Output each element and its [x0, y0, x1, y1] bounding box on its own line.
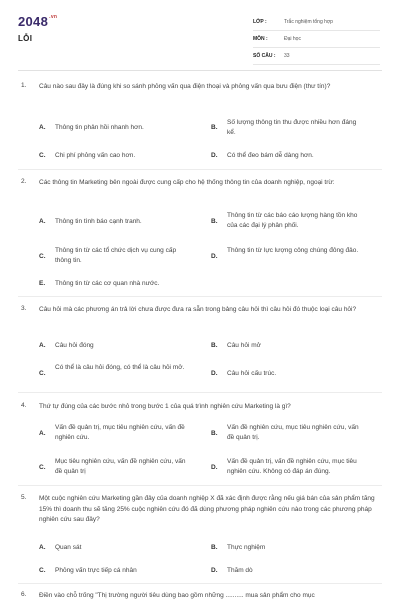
option-text: Chi phí phỏng vấn cao hơn. [55, 152, 136, 159]
option-letter: D. [211, 253, 218, 260]
option-text: Có thể đeo bám dễ dàng hơn. [227, 152, 314, 159]
header-divider [18, 70, 382, 71]
question-divider [18, 485, 382, 486]
question-text: Thứ tự đúng của các bước nhỏ trong bước 1 của quá trình nghiên cứu Marketing là gì? [39, 403, 291, 410]
option-letter: E. [39, 280, 46, 287]
option-letter: A. [39, 342, 46, 349]
option-text: Vấn đề nghiên cứu, mục tiêu nghiên cứu, vấn đề quản trị. [227, 424, 359, 441]
question-divider [18, 583, 382, 584]
meta-value: 33 [284, 53, 290, 59]
option-text: Thông tin phản hồi nhanh hơn. [55, 124, 144, 131]
option-letter: D. [211, 370, 218, 377]
meta-key: LỚP : [253, 19, 267, 25]
option-letter: C. [39, 370, 46, 377]
option-text: Số lượng thông tin thu được nhiều hơn đáng kể. [227, 119, 357, 136]
option-text: Thông tin từ các cơ quan nhà nước. [55, 280, 160, 287]
option-letter: B. [211, 430, 218, 437]
option-text: Thông tin tình báo cạnh tranh. [55, 218, 142, 225]
option-text: Phỏng vấn trực tiếp cá nhân [55, 567, 137, 574]
option-text: Thông tin từ lực lượng công chúng đông đảo. [227, 247, 359, 254]
question-number: 2. [21, 178, 27, 185]
question-divider [18, 392, 382, 393]
option-text: Quan sát [55, 544, 82, 551]
question-text: Điền vào chỗ trống "Thị trường người tiêu dùng bao gồm những .......... mua sản phẩm cho mục [39, 592, 315, 599]
question-number: 4. [21, 402, 27, 409]
option-letter: A. [39, 218, 46, 225]
option-text: Có thể là câu hỏi đóng, có thể là câu hỏi mở. [55, 364, 185, 371]
meta-key: SỐ CÂU : [253, 53, 276, 59]
option-letter: C. [39, 152, 46, 159]
question-divider [18, 169, 382, 170]
option-text: Thăm dò [227, 567, 253, 574]
option-letter: B. [211, 124, 218, 131]
question-text: Câu nào sau đây là đúng khi so sánh phỏng vấn qua điện thoại và phỏng vấn qua bưu điện (thư tín)? [39, 83, 331, 90]
meta-row-subject [253, 31, 380, 48]
document-header [0, 0, 400, 72]
question-number: 3. [21, 305, 27, 312]
option-letter: D. [211, 567, 218, 574]
logo-text: 2048 [18, 14, 49, 29]
meta-row-class [253, 14, 380, 31]
option-letter: B. [211, 544, 218, 551]
option-letter: D. [211, 152, 218, 159]
option-letter: A. [39, 124, 46, 131]
option-text: Mục tiêu nghiên cứu, vấn đề nghiên cứu, vấn đề quản trị [55, 458, 186, 475]
option-letter: B. [211, 342, 218, 349]
option-letter: C. [39, 253, 46, 260]
option-letter: A. [39, 544, 46, 551]
option-text: Câu hỏi cấu trúc. [227, 370, 277, 377]
logo-suffix: .vn [49, 14, 58, 20]
option-text: Câu hỏi đóng [55, 342, 94, 349]
question-divider [18, 296, 382, 297]
option-letter: C. [39, 464, 46, 471]
option-letter: C. [39, 567, 46, 574]
meta-value: Trắc nghiệm tổng hợp [284, 19, 333, 25]
site-logo[interactable] [18, 14, 57, 29]
meta-row-count [253, 48, 380, 65]
option-text: Câu hỏi mở [227, 342, 261, 349]
option-text: Thông tin từ các tổ chức dịch vụ cung cấp thông tin. [55, 247, 177, 264]
option-letter: A. [39, 430, 46, 437]
option-text: Thực nghiệm [227, 544, 266, 551]
option-letter: D. [211, 464, 218, 471]
question-text: Các thông tin Marketing bên ngoài được cung cấp cho hệ thống thông tin của doanh nghiệp, ngoại trừ: [39, 179, 335, 186]
meta-key: MÔN : [253, 36, 268, 42]
page-title: LỖI [18, 34, 33, 43]
question-text: Câu hỏi mà các phương án trả lời chưa được đưa ra sẵn trong bảng câu hỏi thì câu hỏi đó thuộc loại câu hỏi? [39, 306, 357, 313]
question-text: Một cuộc nghiên cứu Marketing gần đây của doanh nghiệp X đã xác định được rằng nếu giá bán của sản phẩm tăng 15% thì doanh thu sẽ tăng 25% cuộc nghiên cứu đó đã dùng phương pháp nghiên cứu nào trong các phương pháp nghiên cứu sau đây? [39, 495, 375, 523]
question-number: 5. [21, 494, 27, 501]
question-number: 6. [21, 591, 27, 598]
option-text: Vấn đề quản trị, vấn đề nghiên cứu, mục tiêu nghiên cứu. Không có đáp án đúng. [227, 458, 357, 475]
option-text: Vấn đề quản trị, mục tiêu nghiên cứu, vấn đề nghiên cứu. [55, 424, 185, 441]
option-text: Thông tin từ các báo cáo lượng hàng tồn kho của các đại lý phân phối. [227, 212, 358, 229]
option-letter: B. [211, 218, 218, 225]
question-number: 1. [21, 82, 27, 89]
meta-value: Đại học [284, 36, 301, 42]
